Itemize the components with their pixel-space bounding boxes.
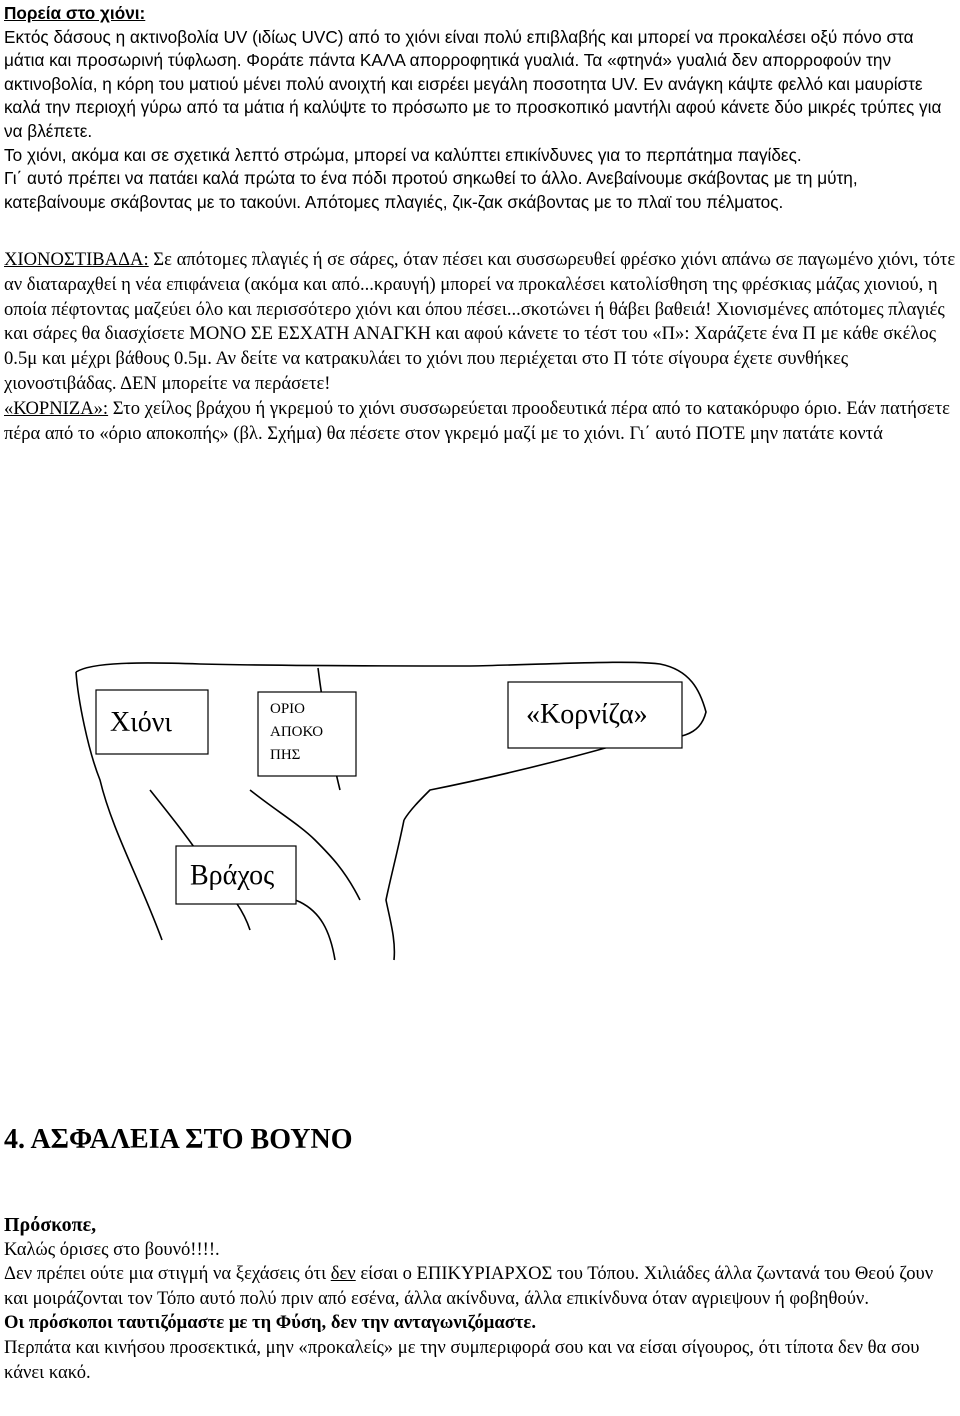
- mountain-safety-title: 4. ΑΣΦΑΛΕΙΑ ΣΤΟ ΒΟΥΝΟ: [4, 1124, 353, 1155]
- avalanche-cornice-section: [4, 248, 956, 446]
- cutoff-label-line3: ΠΗΣ: [270, 747, 301, 763]
- cornice-text: Στο χείλος βράχου ή γκρεμού το χιόνι συσσωρεύεται προοδευτικά πέρα από το κατακόρυφο όριο. Εάν πατήσετε πέρα από το «όριο αποκοπής» (βλ. Σχήμα) θα πέσετε στον γκρεμό μαζί με το χιόνι. Γι΄ αυτό ΠΟΤΕ μην πατάτε κοντά: [4, 397, 950, 444]
- snow-heading: Πορεία στο χιόνι:: [4, 3, 146, 23]
- respect-paragraph: [4, 1262, 956, 1311]
- cornice-label: «ΚΟΡΝΙΖΑ»:: [4, 397, 109, 419]
- respect-emphasis: δεν: [330, 1263, 356, 1285]
- rock-label: Βράχος: [190, 860, 275, 891]
- careful-paragraph: Περπάτα και κινήσου προσεκτικά, μην «προκαλείς» με την συμπεριφορά σου και να είσαι σίγουρος, ότι τίποτα δεν θα σου κάνει κακό.: [4, 1336, 920, 1383]
- cutoff-label-line2: ΑΠΟΚΟ: [270, 724, 324, 740]
- rock-right-edge: [386, 820, 404, 960]
- cornice-paragraph: [4, 397, 956, 447]
- respect-text-start: Δεν πρέπει ούτε μια στιγμή να ξεχάσεις ότι: [4, 1263, 331, 1285]
- stepping-paragraph: Γι΄ αυτό πρέπει να πατάει καλά πρώτα το ένα πόδι προτού σηκωθεί το άλλο. Ανεβαίνουμε σκάβοντας με τη μύτη, κατεβαίνουμε σκάβοντας με το τακούνι. Απότομες πλαγιές, ζικ-ζακ σκάβοντας με το πλαϊ του πέλματος.: [4, 168, 858, 212]
- traps-paragraph: Το χιόνι, ακόμα και σε σχετικά λεπτό στρώμα, μπορεί να καλύπτει επικίνδυνες για το περπάτημα παγίδες.: [4, 144, 802, 165]
- respect-text-end: είσαι ο ΕΠΙΚΥΡΙΑΡΧΟΣ του Τόπου. Χιλιάδες άλλα ζωντανά του Θεού ζουν και μοιράζονται τον Τόπο αυτό πολύ πριν από εσένα, άλλα ακίνδυνα, άλλα επικίνδυνα όταν αγριεψουν ή φοβηθούν.: [4, 1263, 934, 1309]
- snow-label: Χιόνι: [110, 707, 172, 738]
- snow-section: [4, 2, 956, 214]
- avalanche-label: ΧΙΟΝΟΣΤΙΒΑΔΑ:: [4, 249, 149, 270]
- cutoff-label-line1: ΟΡΙΟ: [270, 701, 306, 717]
- cornice-diagram: [0, 640, 960, 1000]
- nature-motto: Οι πρόσκοποι ταυτιζόμαστε με τη Φύση, δεν την ανταγωνιζόμαστε.: [4, 1312, 536, 1334]
- avalanche-text: Σε απότομες πλαγιές ή σε σάρες, όταν πέσει και συσσωρευθεί φρέσκο χιόνι απάνω σε παγωμένο χιόνι, τότε αν διαταραχθεί η νέα επιφάνεια (ακόμα και από...κραυγή) μπορεί να προκαλέσει κατολίσθηση της φρέσκιας μάζας χιονιού, η οποία πέφτοντας μαζεύει όλο και περισσότερο χιόνι και όπου πέσει...σκοτώνει ή θάβει βαθειά! Χιονισμένες απότομες πλαγιές και σάρες θα διασχίσετε ΜΟΝΟ ΣΕ ΕΣΧΑΤΗ ΑΝΑΓΚΗ και αφού κάνετε το τέστ του «Π»: Χαράζετε ένα Π με κάθε σκέλος 0.5μ και μέχρι βάθους 0.5μ. Αν δείτε να κατρακυλάει το χιόνι που περιέχεται στο Π τότε σίγουρα έχετε συνθήκες χιονοστιβάδας. ΔΕΝ μπορείτε να περάσετε!: [4, 249, 956, 394]
- scout-section: [4, 1213, 956, 1385]
- avalanche-paragraph: [4, 248, 956, 397]
- welcome-line: Καλώς όρισες στο βουνό!!!!.: [4, 1238, 220, 1260]
- scout-greeting: Πρόσκοπε,: [4, 1214, 97, 1236]
- cornice-diagram-label: «Κορνίζα»: [526, 699, 648, 730]
- uv-paragraph: Εκτός δάσους η ακτινοβολία UV (ιδίως UVC) από το χιόνι είναι πολύ επιβλαβής και μπορεί να προκαλέσει οξύ πόνο στα μάτια και προσωρινή τύφλωση. Φοράτε πάντα ΚΑΛΑ απορροφητικά γυαλιά. Τα «φτηνά» γυαλιά δεν απορροφούν την ακτινοβολία, η κόρη του ματιού μένει πολύ ανοιχτή και εισρέει μεγάλη ποσοτητα UV. Εν ανάγκη κάψτε φελλό και μαυρίστε καλά την περιοχή γύρω από τα μάτια ή καλύψτε το πρόσωπο με το προσκοπικό μαντήλι αφού κάνετε δύο μικρές τρύπες για να βλέπετε.: [4, 26, 942, 141]
